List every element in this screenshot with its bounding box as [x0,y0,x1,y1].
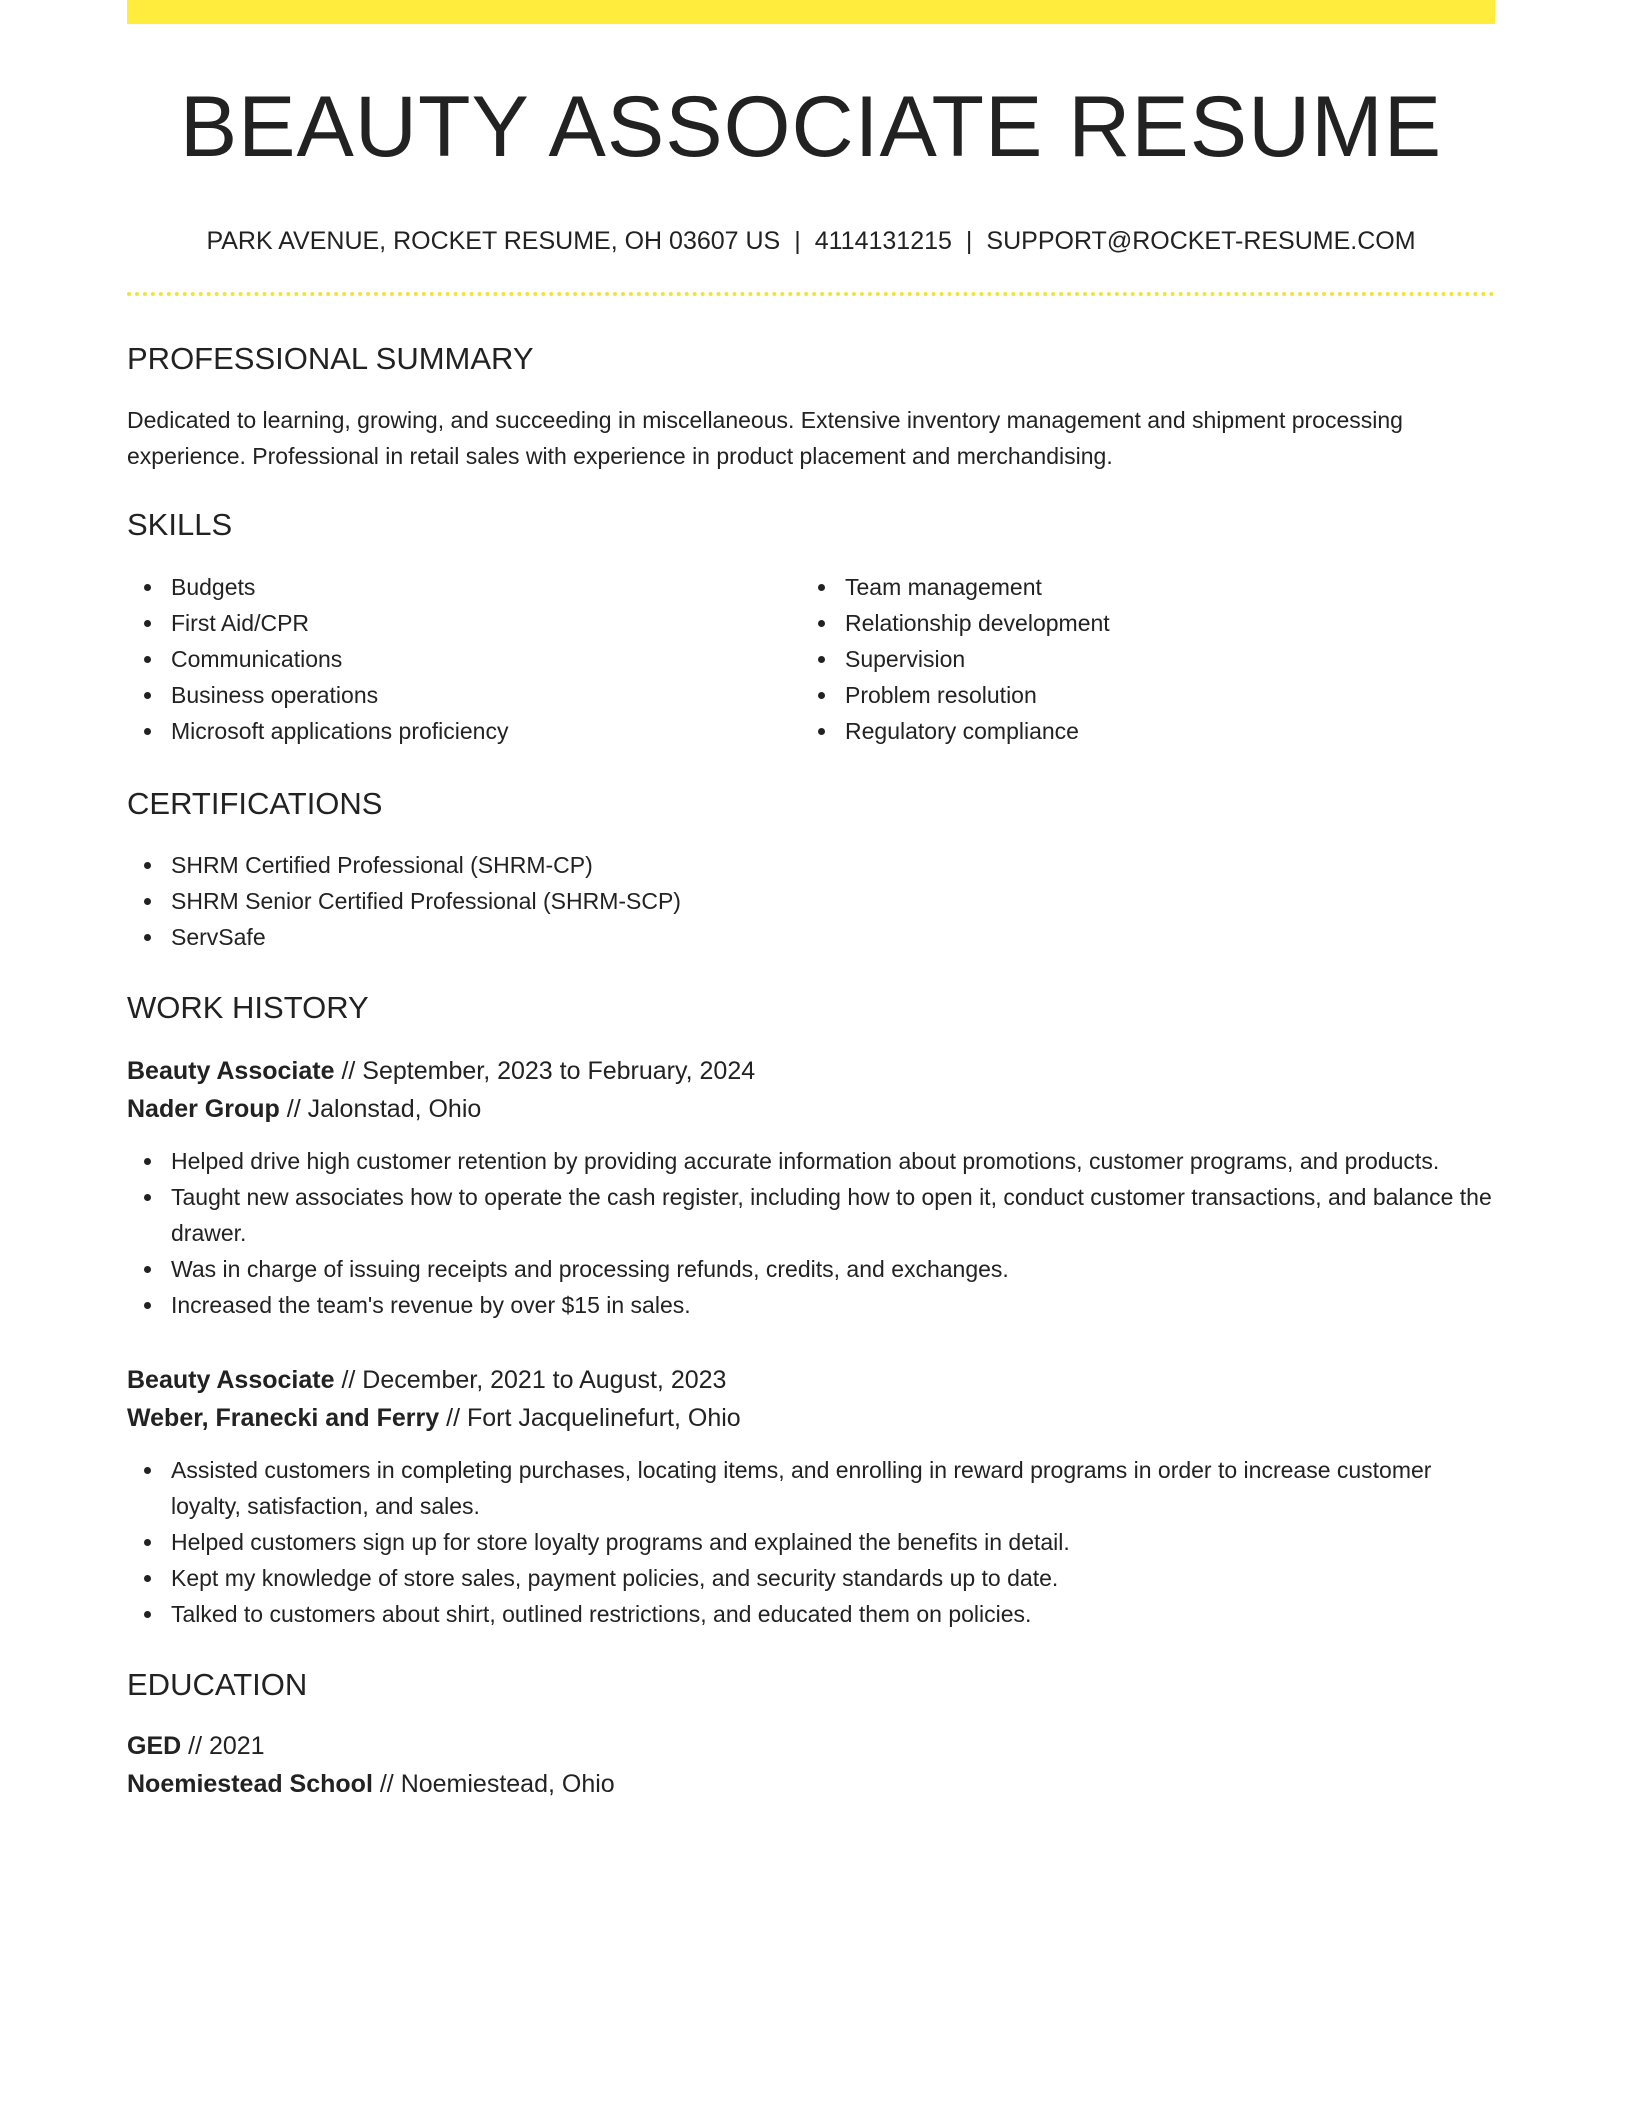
summary-heading: PROFESSIONAL SUMMARY [127,341,534,377]
skill-item: Microsoft applications proficiency [127,713,801,749]
work-history-heading: WORK HISTORY [127,989,369,1025]
education-school: Noemiestead School [127,1770,373,1799]
job-company: Weber, Franecki and Ferry [127,1404,440,1433]
education-section [127,1666,1495,1803]
certification-item: ServSafe [127,919,1495,955]
contact-separator: | [965,227,973,256]
skill-item: Communications [127,641,801,677]
skills-section [127,506,1495,748]
education-location: // Noemiestead, Ohio [372,1770,615,1799]
education-degree-line [127,1727,1495,1765]
job-duty: Increased the team's revenue by over $15 in sales. [127,1287,1495,1323]
skill-item: Business operations [127,677,801,713]
dotted-divider [127,292,1495,296]
job-location: // Fort Jacquelinefurt, Ohio [439,1404,741,1433]
education-degree: GED [127,1732,182,1761]
certifications-list [127,847,1495,955]
contact-separator: | [794,227,801,256]
job-role: Beauty Associate [127,1057,335,1086]
skill-item: Relationship development [801,605,1475,641]
certification-item: SHRM Certified Professional (SHRM-CP) [127,847,1495,883]
certification-item: SHRM Senior Certified Professional (SHRM-SCP) [127,883,1495,919]
job-duty: Helped drive high customer retention by providing accurate information about promotions, customer programs, and products. [127,1143,1495,1179]
job-dates: // September, 2023 to February, 2024 [334,1057,756,1086]
job-company: Nader Group [127,1095,280,1124]
job-company-line [127,1399,1495,1437]
skill-item: First Aid/CPR [127,605,801,641]
contact-email: SUPPORT@ROCKET-RESUME.COM [986,227,1416,256]
contact-line [127,226,1495,256]
skills-right-list [801,569,1475,749]
resume-title: BEAUTY ASSOCIATE RESUME [179,79,1443,175]
summary-text: Dedicated to learning, growing, and succeeding in miscellaneous. Extensive inventory management and shipment processing experience. Professional in retail sales with experience in product placement and merchandising. [127,407,1403,470]
job-duties-list [127,1143,1495,1323]
skills-columns [127,569,1495,749]
summary-section [127,340,1495,474]
contact-address: PARK AVENUE, ROCKET RESUME, OH 03607 US [206,227,781,256]
job-entry [127,1052,1495,1323]
education-entry [127,1727,1495,1803]
top-accent-bar [127,0,1495,24]
job-duty: Assisted customers in completing purchases, locating items, and enrolling in reward programs in order to increase customer loyalty, satisfaction, and sales. [127,1452,1495,1524]
job-title-line [127,1052,1495,1090]
job-title-line [127,1361,1495,1399]
job-company-line [127,1090,1495,1128]
job-location: // Jalonstad, Ohio [279,1095,482,1124]
skill-item: Regulatory compliance [801,713,1475,749]
job-duty: Kept my knowledge of store sales, payment policies, and security standards up to date. [127,1560,1495,1596]
education-school-line [127,1765,1495,1803]
skill-item: Budgets [127,569,801,605]
certifications-section [127,785,1495,955]
work-history-section [127,989,1495,1632]
contact-phone: 4114131215 [814,227,952,256]
education-year: // 2021 [181,1732,265,1761]
skills-heading: SKILLS [127,507,233,543]
job-role: Beauty Associate [127,1366,335,1395]
education-heading: EDUCATION [127,1667,308,1703]
certifications-heading: CERTIFICATIONS [127,785,383,821]
skill-item: Team management [801,569,1475,605]
job-duties-list [127,1452,1495,1632]
job-duty: Helped customers sign up for store loyalty programs and explained the benefits in detail. [127,1524,1495,1560]
job-duty: Talked to customers about shirt, outlined restrictions, and educated them on policies. [127,1596,1495,1632]
job-entry [127,1361,1495,1632]
skill-item: Supervision [801,641,1475,677]
resume-page [127,0,1495,1803]
skills-left-list [127,569,801,749]
job-duty: Taught new associates how to operate the cash register, including how to open it, conduct customer transactions, and balance the drawer. [127,1179,1495,1251]
job-duty: Was in charge of issuing receipts and processing refunds, credits, and exchanges. [127,1251,1495,1287]
job-dates: // December, 2021 to August, 2023 [334,1366,727,1395]
skill-item: Problem resolution [801,677,1475,713]
